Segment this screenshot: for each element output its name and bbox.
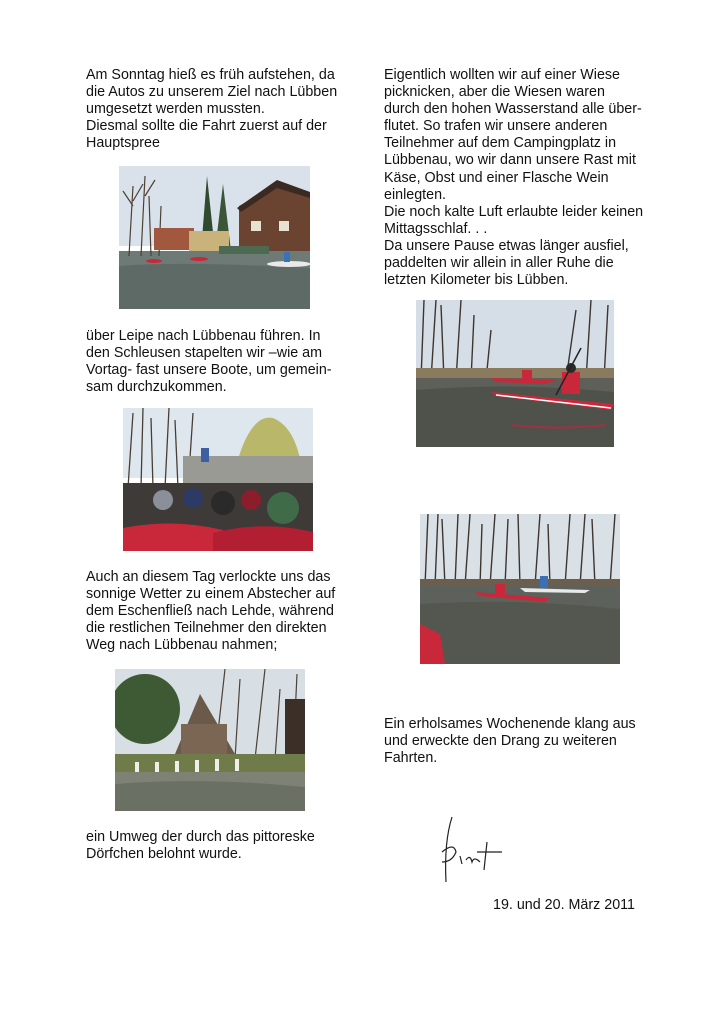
- left-paragraph-4: ein Umweg der durch das pittoreske Dörfchen belohnt wurde.: [86, 829, 315, 863]
- signature: [432, 812, 522, 892]
- left-paragraph-3: Auch an diesem Tag verlockte uns das sonnige Wetter zu einem Abstecher auf dem Eschenfließ nach Lehde, während die restlichen Teilnehmer den direkten Weg nach Lübbenau nahmen;: [86, 569, 336, 654]
- left-paragraph-1: Am Sonntag hieß es früh aufstehen, da die Autos zu unserem Ziel nach Lübben umgesetzt werden mussten. Diesmal sollte die Fahrt zuerst auf der Hauptspree: [86, 67, 338, 152]
- photo-spree-village: [119, 166, 310, 309]
- photo-lock-boats: [123, 408, 313, 551]
- date-line: 19. und 20. März 2011: [493, 897, 636, 913]
- left-paragraph-2: über Leipe nach Lübbenau führen. In den Schleusen stapelten wir –wie am Vortag- fast unsere Boote, um gemein- sam durchzukommen.: [86, 328, 332, 396]
- photo-two-kayakers: [416, 300, 614, 447]
- right-paragraph-2: Ein erholsames Wochenende klang aus und erweckte den Drang zu weiteren Fahrten.: [384, 716, 636, 767]
- right-paragraph-1: Eigentlich wollten wir auf einer Wiese picknicken, aber die Wiesen waren durch den hohen Wasserstand alle über- flutet. So trafen wir unsere anderen Teilnehmer auf dem Campingplatz in Lübbenau, wo wir dann unsere Rast mit Käse, Obst und einer Flasche Wein einlegten. Die noch kalte Luft erlaubte leider keinen Mittagsschlaf. . . Da unsere Pause etwas länger ausfiel, paddelten wir allein in aller Ruhe die letzten Kilometer bis Lübben.: [384, 67, 644, 289]
- photo-kayakers-river: [420, 514, 620, 664]
- photo-lehde-canal: [115, 669, 305, 811]
